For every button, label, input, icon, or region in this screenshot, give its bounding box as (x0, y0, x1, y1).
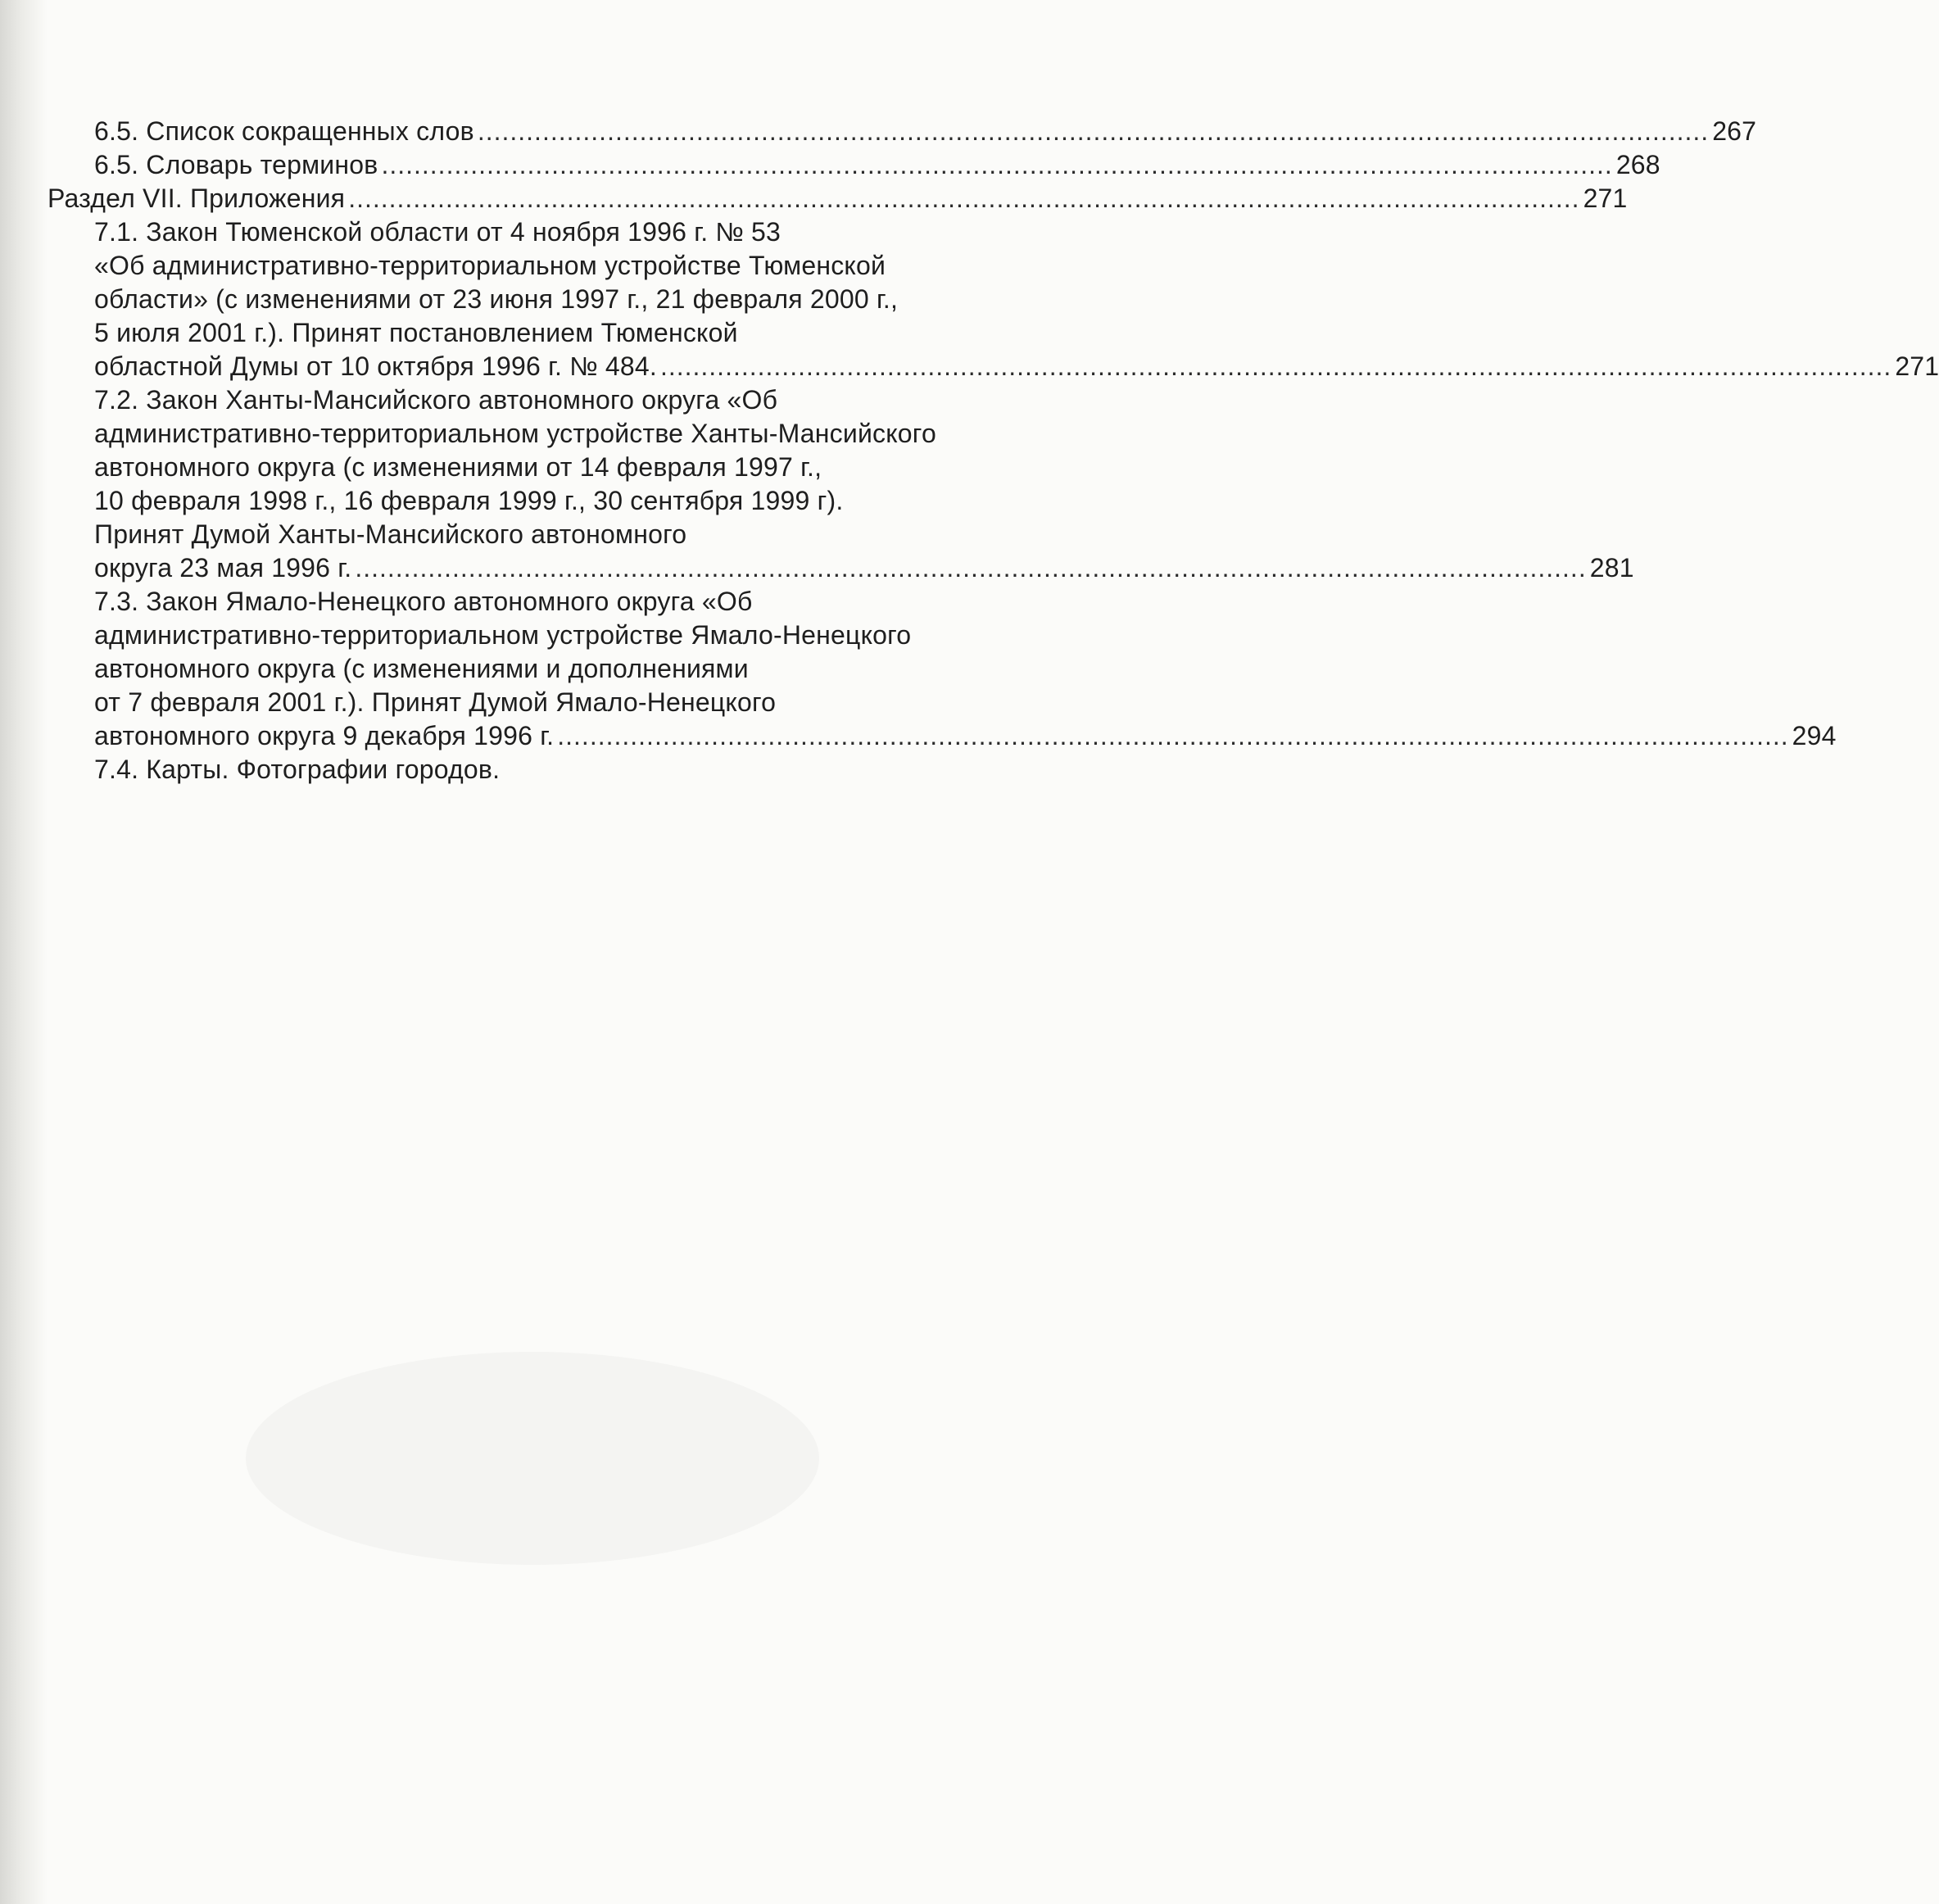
toc-page-number: 271 (1583, 184, 1628, 213)
toc-line (48, 182, 1628, 215)
toc-line (94, 417, 936, 451)
toc-entry-text: административно-территориальном устройстве Ямало-Ненецкого (94, 620, 912, 650)
toc-line (94, 350, 1939, 383)
toc-entry-text: 7.3. Закон Ямало-Ненецкого автономного округа «Об (94, 587, 753, 616)
toc-entry-text: Принят Думой Ханты-Мансийского автономного (94, 519, 687, 549)
toc-entry-text: областной Думы от 10 октября 1996 г. № 484. (94, 351, 657, 381)
toc-page-number: 267 (1712, 116, 1757, 146)
toc-entry-title: 6.5. Список сокращенных слов (94, 116, 474, 146)
toc-entry-text: «Об административно-территориальном устройстве Тюменской (94, 251, 886, 280)
toc-entry-text: 7.2. Закон Ханты-Мансийского автономного округа «Об (94, 385, 778, 415)
dot-leader: ........................................................................................................................................................ (355, 553, 1587, 583)
toc-page-number: 268 (1615, 150, 1660, 179)
toc-line (94, 249, 886, 283)
toc-page-number: 294 (1792, 721, 1837, 750)
toc-line (94, 451, 822, 484)
toc-entry-text: автономного округа (с изменениями от 14 февраля 1997 г., (94, 452, 822, 482)
toc-line (94, 215, 781, 249)
toc-line (94, 686, 776, 719)
dot-leader: ........................................................................................................................................................ (659, 351, 1892, 381)
toc-entry-text: 10 февраля 1998 г., 16 февраля 1999 г., 30 сентября 1999 г). (94, 486, 844, 515)
table-of-contents (0, 115, 1939, 803)
toc-line (94, 383, 777, 417)
toc-line (94, 719, 1837, 753)
toc-entry-text: области» (с изменениями от 23 июня 1997 г., 21 февраля 2000 г., (94, 284, 899, 314)
toc-line (94, 652, 749, 686)
toc-line (94, 753, 500, 787)
toc-line (94, 148, 1660, 182)
toc-entry-text: от 7 февраля 2001 г.). Принят Думой Ямало-Ненецкого (94, 687, 777, 717)
toc-entry-title: 7.4. Карты. Фотографии городов. (94, 755, 501, 784)
dot-leader: ........................................................................................................................................................ (477, 116, 1710, 146)
toc-entry-text: административно-территориальном устройстве Ханты-Мансийского (94, 419, 936, 448)
toc-entry-text: 5 июля 2001 г.). Принят постановлением Тюменской (94, 318, 738, 347)
toc-entry-title: 6.5. Словарь терминов (94, 150, 378, 179)
toc-line (94, 115, 1757, 148)
toc-line (94, 619, 911, 652)
toc-entry-text: автономного округа (с изменениями и дополнениями (94, 654, 749, 683)
paper-smudge (246, 1352, 819, 1565)
dot-leader: ........................................................................................................................................................ (381, 150, 1613, 179)
toc-entry-text: округа 23 мая 1996 г. (94, 553, 352, 583)
toc-entry-text: автономного округа 9 декабря 1996 г. (94, 721, 555, 750)
toc-line (94, 551, 1634, 585)
toc-line (94, 484, 843, 518)
dot-leader: ........................................................................................................................................................ (557, 721, 1789, 750)
toc-section-title: Раздел VII. Приложения (48, 184, 346, 213)
dot-leader: ........................................................................................................................................................ (348, 184, 1580, 213)
toc-line (94, 316, 738, 350)
toc-entry-text: 7.1. Закон Тюменской области от 4 ноября 1996 г. № 53 (94, 217, 781, 247)
toc-page-number: 271 (1895, 351, 1939, 381)
toc-line (94, 518, 686, 551)
toc-page-number: 281 (1589, 553, 1634, 583)
toc-line (94, 585, 753, 619)
toc-line (94, 283, 898, 316)
